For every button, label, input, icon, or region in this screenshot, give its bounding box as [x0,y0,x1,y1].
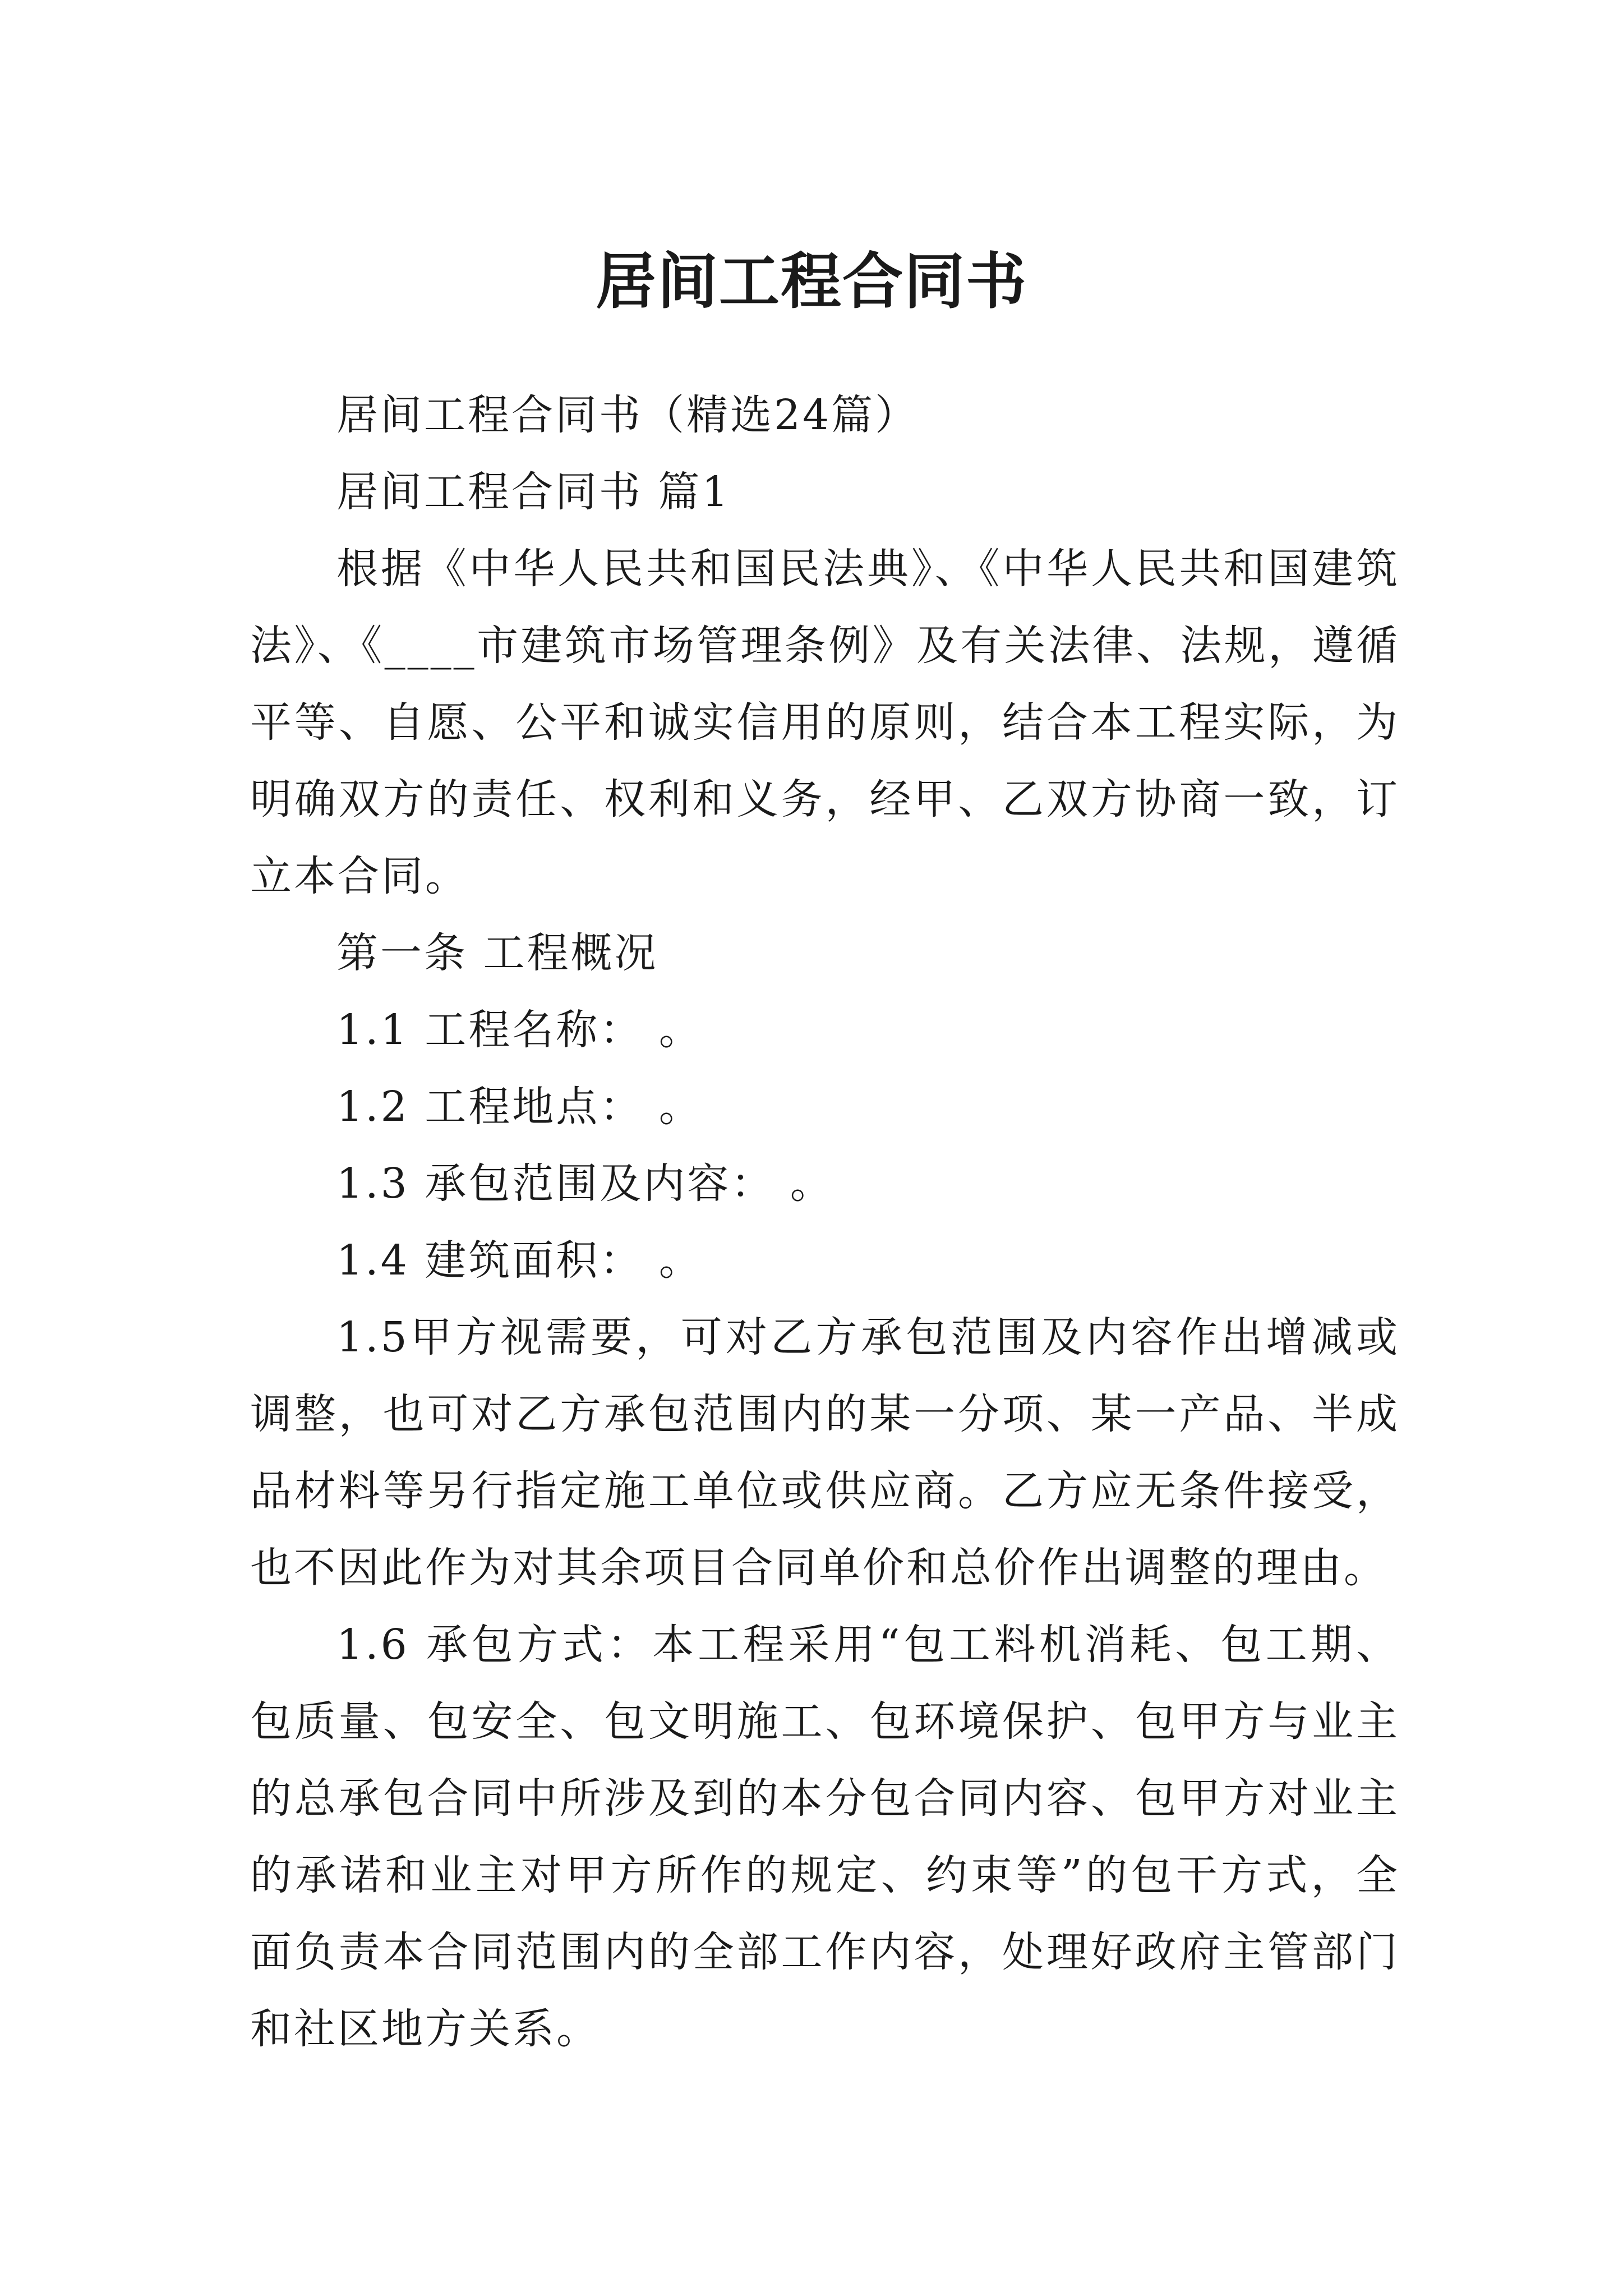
document-body [250,377,1400,2068]
clause-1-4: 1.4 建筑面积： 。 [336,1236,703,1285]
clause-1-3: 1.3 承包范围及内容： 。 [336,1159,834,1208]
clause-1-1: 1.1 工程名称： 。 [336,1006,703,1054]
clause-1-2: 1.2 工程地点： 。 [336,1083,703,1131]
article-heading: 第一条 工程概况 [336,929,658,977]
section-heading: 居间工程合同书 篇1 [336,468,731,516]
preamble-paragraph: 根据《中华人民共和国民法典》、《中华人民共和国建筑法》、《____市建筑市场管理条例》及有关法律、法规，遵循平等、自愿、公平和诚实信用的原则，结合本工程实际，为明确双方的责任、权利和义务，经甲、乙双方协商一致，订立本合同。 [250,545,1400,900]
clause-1-5: 1.5甲方视需要，可对乙方承包范围及内容作出增减或调整，也可对乙方承包范围内的某一分项、某一产品、半成品材料等另行指定施工单位或供应商。乙方应无条件接受，也不因此作为对其余项目合同单价和总价作出调整的理由。 [250,1313,1400,1592]
subtitle-line: 居间工程合同书（精选24篇） [336,391,919,439]
clause-1-6: 1.6 承包方式：本工程采用“包工料机消耗、包工期、包质量、包安全、包文明施工、包环境保护、包甲方与业主的总承包合同中所涉及到的本分包合同内容、包甲方对业主的承诺和业主对甲方所作的规定、约束等”的包干方式，全面负责本合同范围内的全部工作内容，处理好政府主管部门和社区地方关系。 [250,1621,1400,2053]
document-title: 居间工程合同书 [595,246,1027,318]
